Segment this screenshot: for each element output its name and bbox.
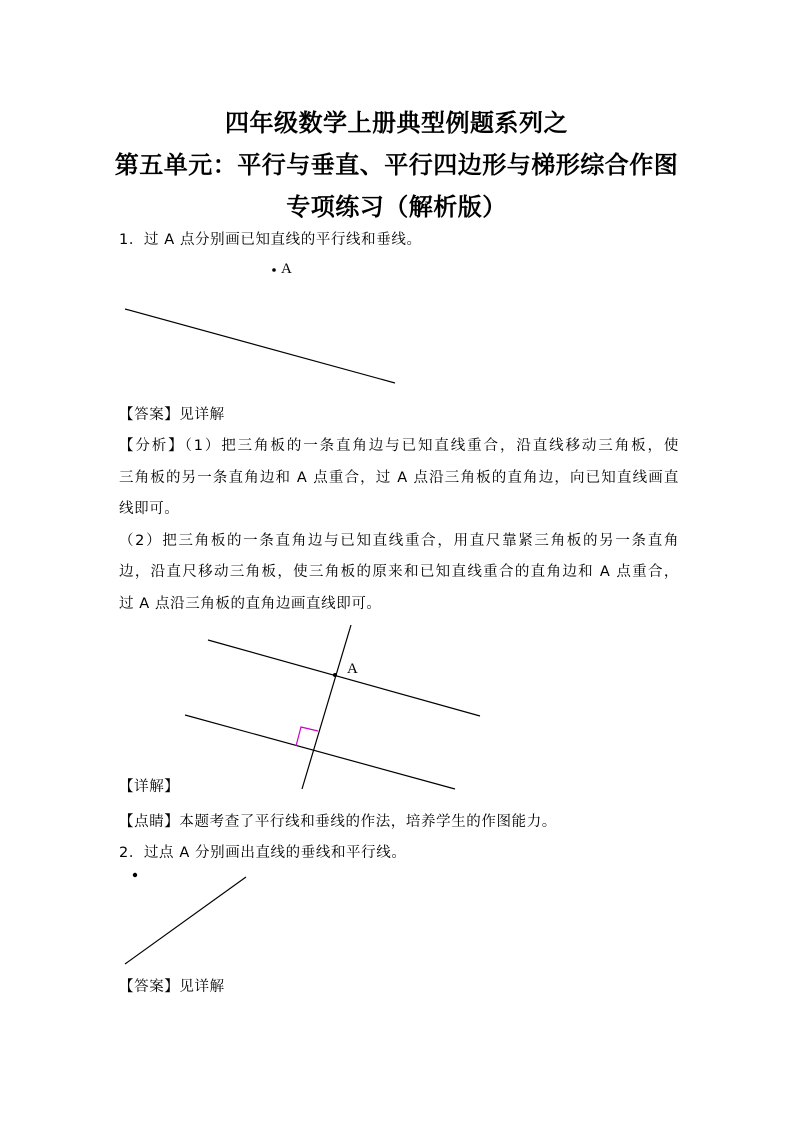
doc-title-line2: 第五单元：平行与垂直、平行四边形与梯形综合作图 <box>114 151 679 179</box>
solution-point-a-label: A <box>347 661 358 677</box>
right-angle-mark <box>296 727 318 746</box>
q1-analysis-line5: 边，沿直尺移动三角板，使三角板的原来和已知直线重合的直角边和 A 点重合， <box>119 564 679 580</box>
q2-figure <box>125 873 246 964</box>
given-line <box>125 309 395 383</box>
q1-analysis-line3: 线即可。 <box>119 501 180 517</box>
doc-title-line3: 专项练习（解析版） <box>286 193 507 221</box>
given-line-solution <box>185 715 455 789</box>
q1-analysis-line4: （2）把三角板的一条直角边与已知直线重合，用直尺靠紧三角板的另一条直角 <box>119 533 679 549</box>
q2-given-line <box>125 877 246 964</box>
q1-analysis-line6: 过 A 点沿三角板的直角边画直线即可。 <box>119 596 382 612</box>
q1-detail: 【详解】 <box>119 779 180 795</box>
doc-title-line1: 四年级数学上册典型例题系列之 <box>225 109 568 137</box>
q1-analysis-line2: 三角板的另一条直角边和 A 点重合，过 A 点沿三角板的直角边，向已知直线画直 <box>119 470 679 486</box>
q2-point-a-dot <box>133 873 137 877</box>
q1-analysis-line1: 【分析】（1）把三角板的一条直角边与已知直线重合，沿直线移动三角板，使 <box>119 438 679 454</box>
q1-question: 1．过 A 点分别画已知直线的平行线和垂线。 <box>119 232 422 248</box>
solution-point-a-dot <box>333 673 337 677</box>
q2-question: 2．过点 A 分别画出直线的垂线和平行线。 <box>119 845 407 861</box>
point-a-dot <box>272 268 276 272</box>
perpendicular-line <box>302 625 351 789</box>
point-a-label: A <box>281 261 292 277</box>
q1-comment: 【点睛】本题考查了平行线和垂线的作法，培养学生的作图能力。 <box>119 814 557 830</box>
q2-answer: 【答案】见详解 <box>119 979 225 995</box>
q1-solution-figure <box>185 625 480 789</box>
parallel-line <box>208 640 480 716</box>
q1-answer: 【答案】见详解 <box>119 407 225 423</box>
